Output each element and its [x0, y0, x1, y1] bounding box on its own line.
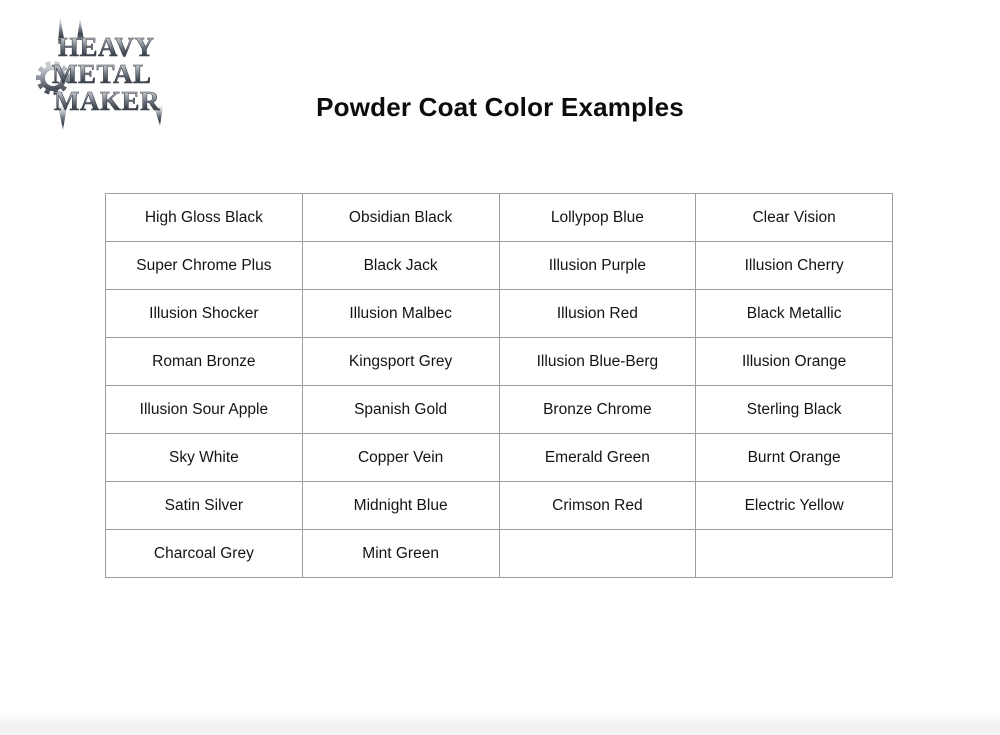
table-row [106, 482, 893, 530]
powder-coat-color-table [105, 193, 893, 578]
color-name-cell: Midnight Blue [302, 482, 499, 530]
table-row [106, 242, 893, 290]
color-name-cell: Illusion Blue-Berg [499, 338, 696, 386]
color-name-cell: Illusion Orange [696, 338, 893, 386]
table-row [106, 386, 893, 434]
color-name-cell: Copper Vein [302, 434, 499, 482]
page-title: Powder Coat Color Examples [316, 92, 684, 122]
table-row [106, 290, 893, 338]
color-table-body [106, 194, 893, 578]
logo-line-1: HEAVY [58, 32, 155, 62]
color-name-cell: Super Chrome Plus [106, 242, 303, 290]
color-name-cell: High Gloss Black [106, 194, 303, 242]
color-name-cell: Illusion Sour Apple [106, 386, 303, 434]
color-name-cell: Obsidian Black [302, 194, 499, 242]
color-name-cell: Illusion Red [499, 290, 696, 338]
table-row [106, 194, 893, 242]
color-name-cell: Sky White [106, 434, 303, 482]
color-name-cell: Illusion Shocker [106, 290, 303, 338]
color-name-cell: Roman Bronze [106, 338, 303, 386]
color-name-cell: Illusion Purple [499, 242, 696, 290]
color-name-cell: Black Metallic [696, 290, 893, 338]
color-name-cell: Lollypop Blue [499, 194, 696, 242]
logo-line-2: METAL [52, 59, 152, 89]
color-name-cell: Black Jack [302, 242, 499, 290]
color-name-cell: Bronze Chrome [499, 386, 696, 434]
page-bottom-fade [0, 711, 1000, 735]
color-name-cell: Sterling Black [696, 386, 893, 434]
empty-cell [499, 530, 696, 578]
color-name-cell: Charcoal Grey [106, 530, 303, 578]
color-name-cell: Illusion Cherry [696, 242, 893, 290]
color-name-cell: Clear Vision [696, 194, 893, 242]
color-name-cell: Burnt Orange [696, 434, 893, 482]
color-name-cell: Illusion Malbec [302, 290, 499, 338]
table-row [106, 338, 893, 386]
logo-line-3: MAKER [54, 86, 160, 116]
table-row [106, 434, 893, 482]
color-name-cell: Emerald Green [499, 434, 696, 482]
color-name-cell: Kingsport Grey [302, 338, 499, 386]
color-name-cell: Mint Green [302, 530, 499, 578]
table-row [106, 530, 893, 578]
empty-cell [696, 530, 893, 578]
color-name-cell: Electric Yellow [696, 482, 893, 530]
color-name-cell: Crimson Red [499, 482, 696, 530]
color-name-cell: Satin Silver [106, 482, 303, 530]
color-name-cell: Spanish Gold [302, 386, 499, 434]
